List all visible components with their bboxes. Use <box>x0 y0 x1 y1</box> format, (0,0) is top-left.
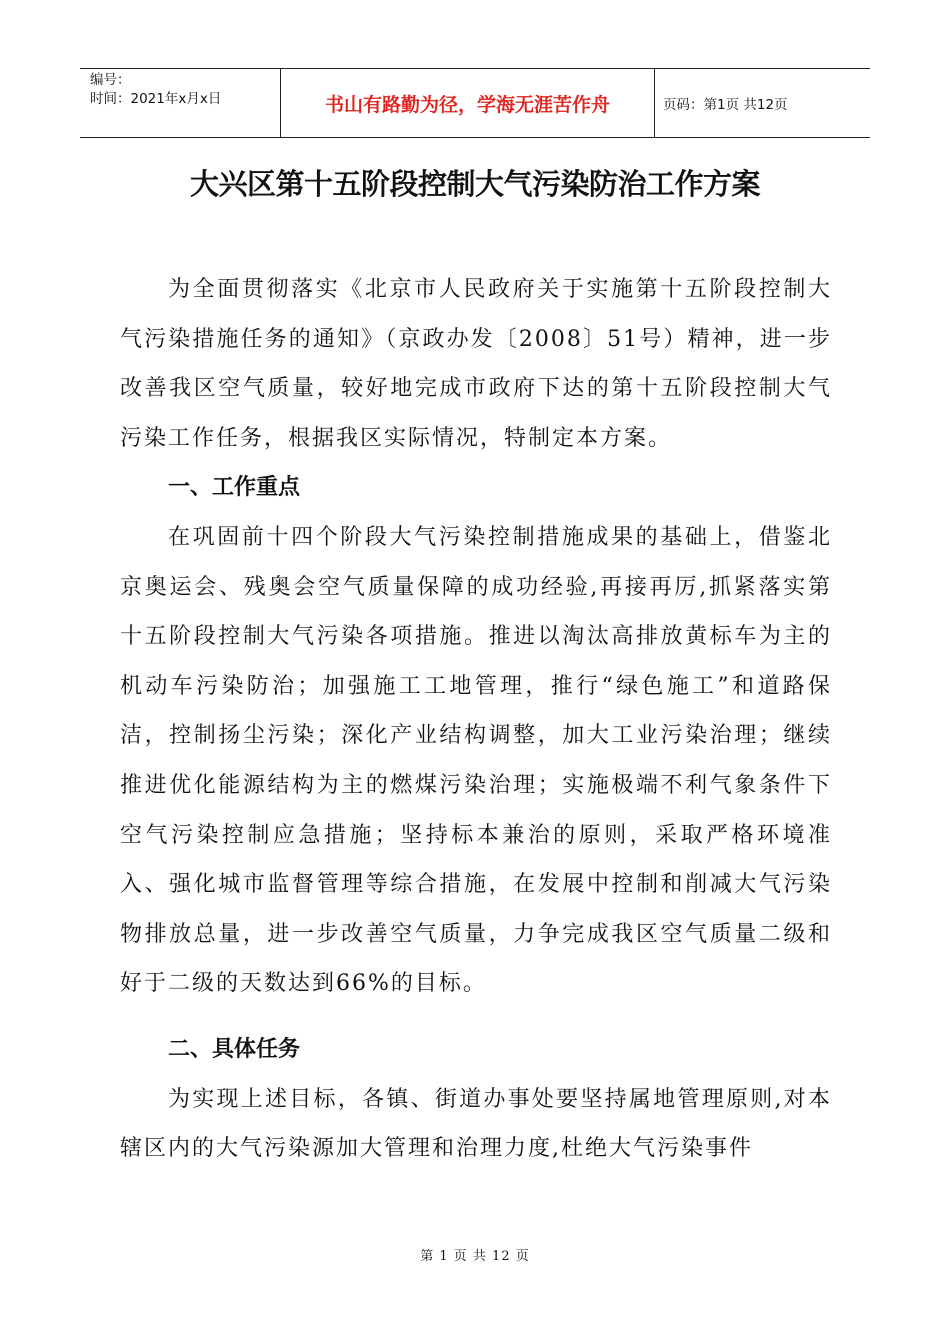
document-title: 大兴区第十五阶段控制大气污染防治工作方案 <box>189 167 760 201</box>
section-2-heading: 二、具体任务 <box>168 1036 301 1062</box>
section-1-paragraph: 在巩固前十四个阶段大气污染控制措施成果的基础上，借鉴北京奥运会、残奥会空气质量保障的成功经验,再接再厉,抓紧落实第十五阶段控制大气污染各项措施。推进以淘汰高排放黄标车为主的机动车污染防治；加强施工工地管理，推行“绿色施工”和道路保洁，控制扬尘污染；深化产业结构调整，加大工业污染治理；继续推进优化能源结构为主的燃煤污染治理；实施极端不利气象条件下空气污染控制应急措施；坚持标本兼治的原则，采取严格环境准入、强化城市监督管理等综合措施，在发展中控制和削减大气污染物排放总量，进一步改善空气质量，力争完成我区空气质量二级和好于二级的天数达到66%的目标。 <box>120 524 832 997</box>
serial-label: 编号： <box>90 72 131 88</box>
header-page-info: 页码：第1页 共12页 <box>663 97 788 113</box>
document-header <box>80 68 870 138</box>
section-1-heading: 一、工作重点 <box>168 475 301 501</box>
document-body <box>120 265 832 1174</box>
intro-paragraph: 为全面贯彻落实《北京市人民政府关于实施第十五阶段控制大气污染措施任务的通知》（京政办发〔2008〕51号）精神，进一步改善我区空气质量，较好地完成市政府下达的第十五阶段控制大气污染工作任务，根据我区实际情况，特制定本方案。 <box>120 277 833 451</box>
header-motto: 书山有路勤为径，学海无涯苦作舟 <box>281 69 655 137</box>
section-2-paragraph: 为实现上述目标，各镇、街道办事处要坚持属地管理原则,对本辖区内的大气污染源加大管理和治理力度,杜绝大气污染事件 <box>120 1086 832 1162</box>
header-meta <box>80 69 281 137</box>
page-footer: 第 1 页 共 12 页 <box>420 1249 530 1264</box>
time-label: 时间：2021年x月x日 <box>90 91 222 107</box>
